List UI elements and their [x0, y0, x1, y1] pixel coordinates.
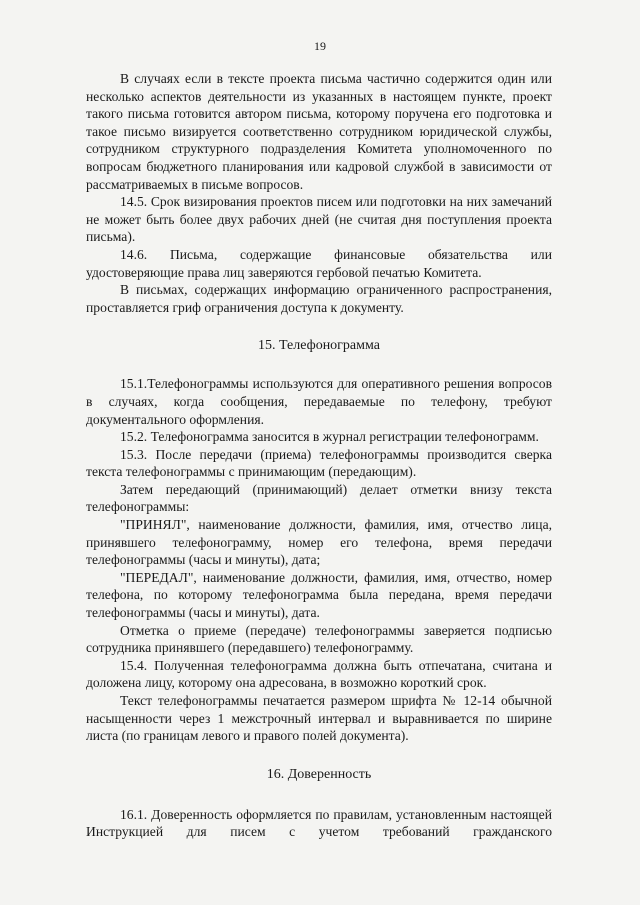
paragraph: "ПЕРЕДАЛ", наименование должности, фамилия, имя, отчество, номер телефона, по которому телефонограмма была передана, время передачи телефонограммы (часы и минуты), дата. — [86, 569, 552, 621]
paragraph: В случаях если в тексте проекта письма частично содержится один или несколько аспектов деятельности из указанных в настоящем пункте, проект такого письма готовится автором письма, которому поручена его подготовка и такое письмо визируется соответственно сотрудником юридической службы, сотрудником структурного подразделения Комитета уполномоченного по вопросам бюджетного планирования или кадровой службой в зависимости от рассматриваемых в письме вопросов. — [86, 71, 552, 192]
page-content — [86, 70, 552, 841]
paragraph: Текст телефонограммы печатается размером шрифта № 12-14 обычной насыщенности через 1 межстрочный интервал и выравнивается по ширине листа (по границам левого и правого полей документа). — [86, 693, 552, 744]
page-number: 19 — [314, 39, 326, 53]
section-heading: 15. Телефонограмма — [258, 338, 380, 354]
paragraph: "ПРИНЯЛ", наименование должности, фамилия, имя, отчество лица, принявшего телефонограмму, номер его телефона, время передачи телефонограммы (часы и минуты), дата; — [86, 517, 552, 568]
paragraph: 16.1. Доверенность оформляется по правилам, установленным настоящей Инструкцией для писем с учетом требований гражданского — [86, 806, 552, 840]
paragraph: Затем передающий (принимающий) делает отметки внизу текста телефонограммы: — [86, 481, 552, 515]
paragraph: 15.2. Телефонограмма заносится в журнал регистрации телефонограмм. — [120, 429, 539, 445]
paragraph: 14.6. Письма, содержащие финансовые обязательства или удостоверяющие права лиц заверяются гербовой печатью Комитета. — [86, 246, 552, 280]
paragraph: 14.5. Срок визирования проектов писем или подготовки на них замечаний не может быть более двух рабочих дней (не считая дня поступления проекта письма). — [86, 194, 552, 245]
paragraph: В письмах, содержащих информацию ограниченного распространения, проставляется гриф ограничения доступа к документу. — [86, 282, 552, 315]
section-heading: 16. Доверенность — [266, 766, 372, 782]
paragraph: 15.4. Полученная телефонограмма должна быть отпечатана, считана и доложена лицу, которому она адресована, в возможно короткий срок. — [86, 657, 552, 691]
paragraph: 15.1.Телефонограммы используются для оперативного решения вопросов в случаях, когда сообщения, передаваемые по телефону, требуют документального оформления. — [86, 376, 552, 427]
paragraph: 15.3. После передачи (приема) телефонограммы производится сверка текста телефонограммы с принимающим (передающим). — [86, 446, 552, 480]
paragraph: Отметка о приеме (передаче) телефонограммы заверяется подписью сотрудника принявшего (передавшего) телефонограмму. — [86, 622, 552, 656]
